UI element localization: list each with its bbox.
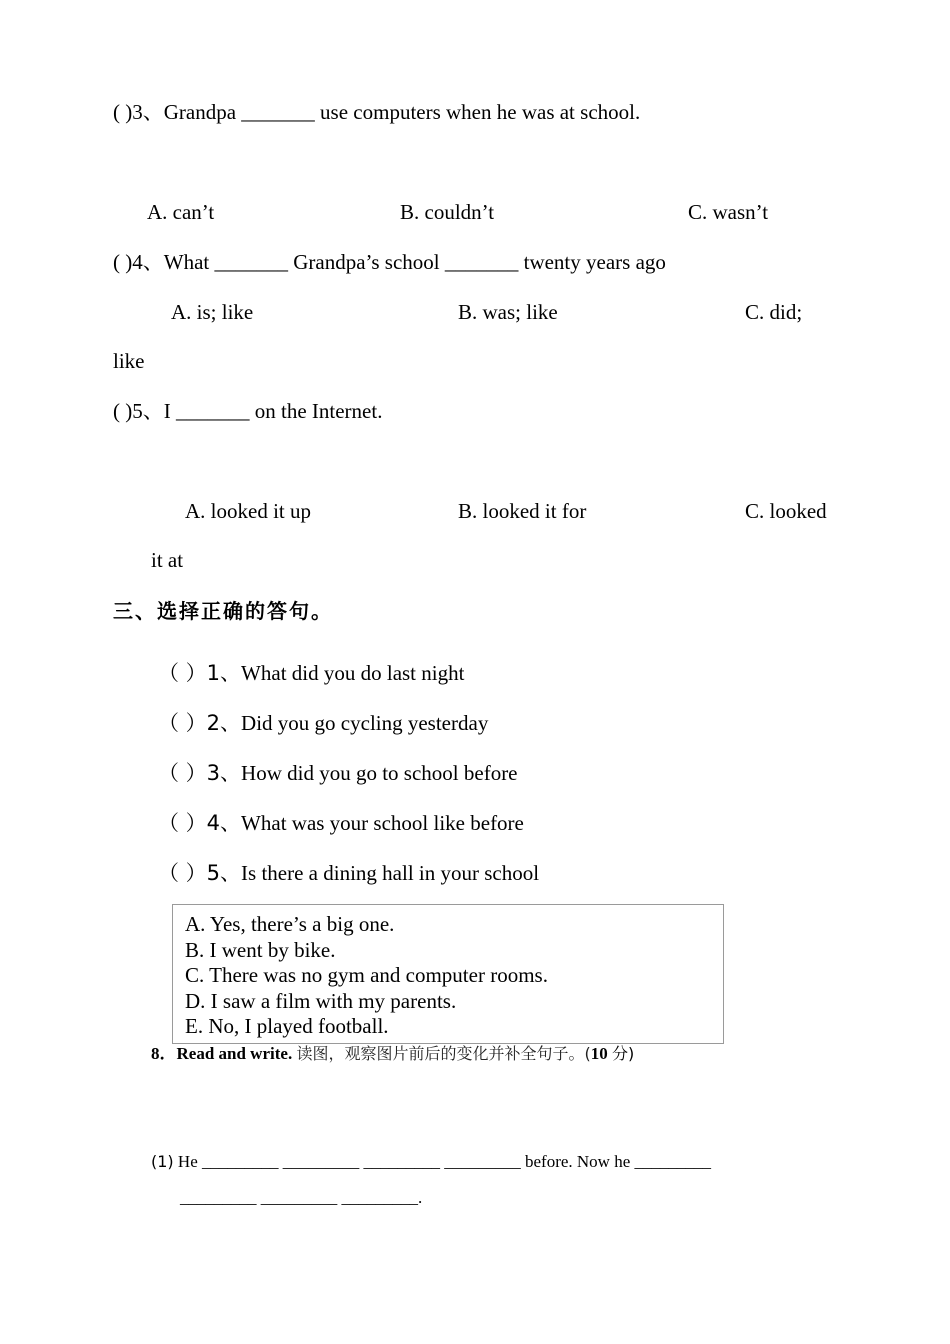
s3-question-1-text: What did you do last night <box>241 661 465 685</box>
s3-question-5 <box>158 863 539 884</box>
q5-option-a: A. looked it up <box>185 499 311 523</box>
question-3-text: Grandpa _______ use computers when he was at school. <box>163 100 641 124</box>
s3-question-1 <box>158 663 464 684</box>
section-8-heading <box>151 1045 634 1062</box>
s3-question-2-text: Did you go cycling yesterday <box>241 711 489 735</box>
item-1-line-2: _________ _________ _________. <box>180 1188 423 1207</box>
question-separator: 、 <box>142 399 164 423</box>
q3-option-a: A. can’t <box>147 200 215 224</box>
q3-option-b: B. couldn’t <box>400 200 495 224</box>
s3-question-4 <box>158 813 524 834</box>
answer-c: C. There was no gym and computer rooms. <box>185 963 548 987</box>
q5-option-c-wrap: it at <box>151 548 184 572</box>
answer-b: B. I went by bike. <box>185 938 336 962</box>
s3-question-5-text: Is there a dining hall in your school <box>241 861 540 885</box>
section-8-item-1 <box>151 1153 711 1170</box>
answer-a: A. Yes, there’s a big one. <box>185 912 395 936</box>
answer-choices-box <box>172 904 724 1044</box>
s3-question-3 <box>158 763 518 784</box>
s3-question-3-text: How did you go to school before <box>241 761 518 785</box>
answer-e: E. No, I played football. <box>185 1014 389 1038</box>
question-3-bracket: ( )3 <box>113 100 143 124</box>
q4-option-c: C. did; <box>745 300 803 324</box>
s3-question-1-bracket: （ ）1 <box>158 661 221 685</box>
s3-question-4-bracket: （ ）4 <box>158 811 221 835</box>
q5-option-c: C. looked <box>745 499 827 523</box>
item-1-line-1: He _________ _________ _________ _________ before. Now he _________ <box>177 1152 712 1171</box>
question-separator: 、 <box>220 711 242 735</box>
q4-option-c-wrap: like <box>113 349 145 373</box>
question-4-bracket: ( )4 <box>113 250 143 274</box>
item-1-label: (1) <box>151 1152 174 1171</box>
section-8-points: 10 <box>590 1044 608 1063</box>
question-4 <box>113 252 666 273</box>
s3-question-2-bracket: （ ）2 <box>158 711 221 735</box>
question-separator: 、 <box>142 100 164 124</box>
question-3 <box>113 102 640 123</box>
section-8-title: Read and write. <box>176 1044 293 1063</box>
question-separator: 、 <box>220 811 242 835</box>
question-5 <box>113 401 382 422</box>
question-5-bracket: ( )5 <box>113 399 143 423</box>
question-separator: 、 <box>220 761 242 785</box>
question-separator: 、 <box>220 661 242 685</box>
question-5-text: I _______ on the Internet. <box>163 399 383 423</box>
s3-question-2 <box>158 713 488 734</box>
answer-d: D. I saw a film with my parents. <box>185 989 457 1013</box>
section-8-instruction: 读图，观察图片前后的变化并补全句子。( <box>296 1044 591 1063</box>
q3-option-c: C. wasn’t <box>688 200 769 224</box>
s3-question-3-bracket: （ ）3 <box>158 761 221 785</box>
q4-option-b: B. was; like <box>458 300 558 324</box>
section-8-number: 8． <box>151 1044 177 1063</box>
question-separator: 、 <box>220 861 242 885</box>
question-4-text: What _______ Grandpa’s school _______ twenty years ago <box>163 250 666 274</box>
s3-question-4-text: What was your school like before <box>241 811 524 835</box>
s3-question-5-bracket: （ ）5 <box>158 861 221 885</box>
question-separator: 、 <box>142 250 164 274</box>
section-3-heading: 三、选择正确的答句。 <box>113 599 333 623</box>
q4-option-a: A. is; like <box>171 300 254 324</box>
section-8-points-unit: 分) <box>611 1044 635 1063</box>
q5-option-b: B. looked it for <box>458 499 587 523</box>
